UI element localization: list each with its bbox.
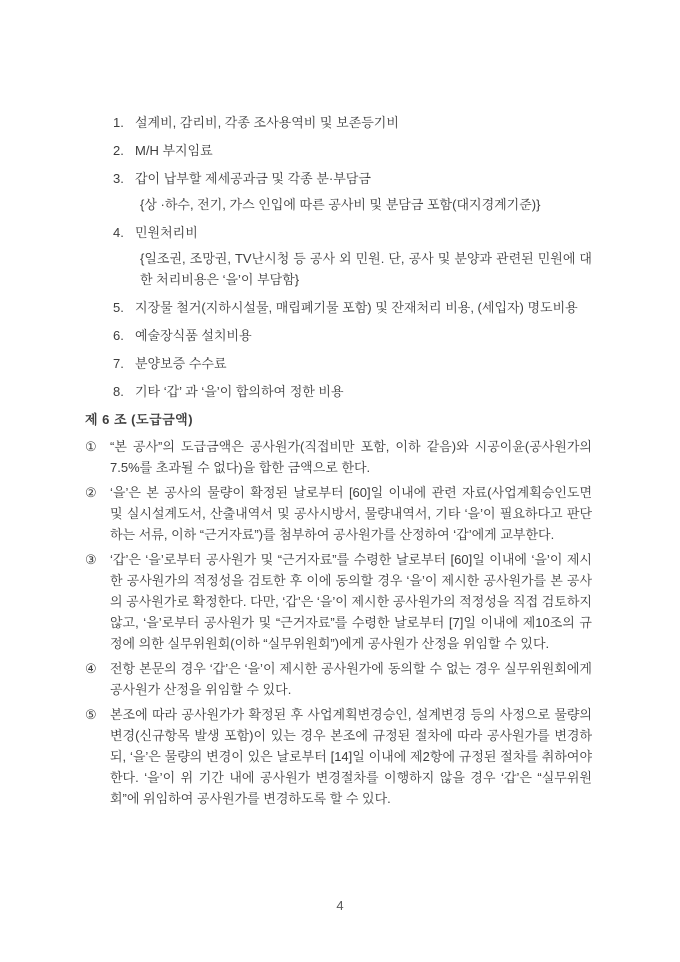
clause-text: “본 공사”의 도급금액은 공사원가(직접비만 포함, 이하 같음)와 시공이윤(공사원가의 7.5%를 초과될 수 없다)을 합한 금액으로 한다. (110, 439, 592, 475)
list-item (113, 353, 592, 374)
clause-marker: ② (85, 485, 97, 500)
clause-marker: ③ (85, 552, 97, 567)
list-item (113, 112, 592, 133)
list-item (113, 168, 592, 215)
list-item-body (135, 325, 592, 346)
clause-marker: ① (85, 439, 97, 454)
page-number: 4 (336, 898, 344, 913)
clause-marker: ④ (85, 661, 97, 676)
clause-text: 전항 본문의 경우 ‘갑’은 ‘을’이 제시한 공사원가에 동의할 수 없는 경우 실무위원회에게 공사원가 산정을 위임할 수 있다. (110, 661, 592, 697)
list-item (113, 325, 592, 346)
list-item-text: 민원처리비 (135, 225, 198, 240)
list-item-body (135, 381, 592, 402)
clause-text: ‘을’은 본 공사의 물량이 확정된 날로부터 [60]일 이내에 관련 자료(사업계획승인도면 및 실시설계도서, 산출내역서 및 공사시방서, 물량내역서, 기타 ‘을’이 필요하다고 판단하는 서류, 이하 “근거자료”)를 첨부하여 공사원가를 산정하여 ‘갑’에게 교부한다. (110, 485, 592, 542)
list-item-body (135, 222, 592, 290)
list-item-number: 5. (113, 300, 124, 315)
list-item-number: 4. (113, 225, 124, 240)
list-item-number: 2. (113, 143, 124, 158)
list-item-body (135, 168, 592, 215)
clause-text: ‘갑’은 ‘을’로부터 공사원가 및 “근거자료”를 수령한 날로부터 [60]일 이내에 ‘을’이 제시한 공사원가의 적정성을 검토한 후 이에 동의할 경우 ‘을’이 제시한 공사원가를 본 공사의 공사원가로 확정한다. 다만, ‘갑’은 ‘을’이 제시한 공사원가의 적정성을 직접 검토하지 않고, ‘을’로부터 공사원가 및 “근거자료”를 수령한 날로부터 [7]일 이내에 제10조의 규정에 의한 실무위원회(이하 “실무위원회”)에게 공사원가 산정을 위임할 수 있다. (110, 552, 592, 651)
list-item-number: 7. (113, 356, 124, 371)
list-item-text: 예술장식품 설치비용 (135, 328, 252, 343)
page-content (85, 112, 592, 813)
list-item-text: 기타 ‘갑’ 과 ‘을’이 합의하여 정한 비용 (135, 384, 344, 399)
list-item (113, 297, 592, 318)
clause (85, 436, 592, 478)
list-item-subnote: {상 ·하수, 전기, 가스 인입에 따른 공사비 및 분담금 포함(대지경계기준)} (140, 197, 541, 212)
list-item-number: 1. (113, 115, 124, 130)
article-heading: 제 6 조 (도급금액) (85, 412, 194, 427)
clause-list (85, 436, 592, 809)
clause (85, 704, 592, 809)
list-item-body (135, 297, 592, 318)
cost-item-list (113, 112, 592, 402)
list-item-text: 갑이 납부할 제세공과금 및 각종 분·부담금 (135, 171, 371, 186)
list-item (113, 222, 592, 290)
list-item-text: M/H 부지임료 (135, 143, 213, 158)
list-item-number: 8. (113, 384, 124, 399)
list-item-text: 분양보증 수수료 (135, 356, 227, 371)
list-item-text: 설계비, 감리비, 각종 조사용역비 및 보존등기비 (135, 115, 399, 130)
list-item-number: 6. (113, 328, 124, 343)
list-item-text: 지장물 철거(지하시설물, 매립폐기물 포함) 및 잔재처리 비용, (세입자) 명도비용 (135, 300, 578, 315)
clause (85, 482, 592, 545)
clause (85, 658, 592, 700)
list-item-body (135, 353, 592, 374)
list-item (113, 381, 592, 402)
list-item (113, 140, 592, 161)
list-item-subnote: {일조권, 조망권, TV난시청 등 공사 외 민원. 단, 공사 및 분양과 관련된 민원에 대한 처리비용은 ‘을’이 부담함} (140, 251, 592, 287)
list-item-body (135, 140, 592, 161)
clause-text: 본조에 따라 공사원가가 확정된 후 사업계획변경승인, 설계변경 등의 사정으로 물량의 변경(신규항목 발생 포함)이 있는 경우 본조에 규정된 절차에 따라 공사원가를 변경하되, ‘을’은 물량의 변경이 있은 날로부터 [14]일 이내에 제2항에 규정된 절차를 취하여야 한다. ‘을’이 위 기간 내에 공사원가 변경절차를 이행하지 않을 경우 ‘갑’은 “실무위원회”에 위임하여 공사원가를 변경하도록 할 수 있다. (110, 707, 592, 806)
list-item-number: 3. (113, 171, 124, 186)
clause (85, 549, 592, 654)
clause-marker: ⑤ (85, 707, 97, 722)
list-item-body (135, 112, 592, 133)
